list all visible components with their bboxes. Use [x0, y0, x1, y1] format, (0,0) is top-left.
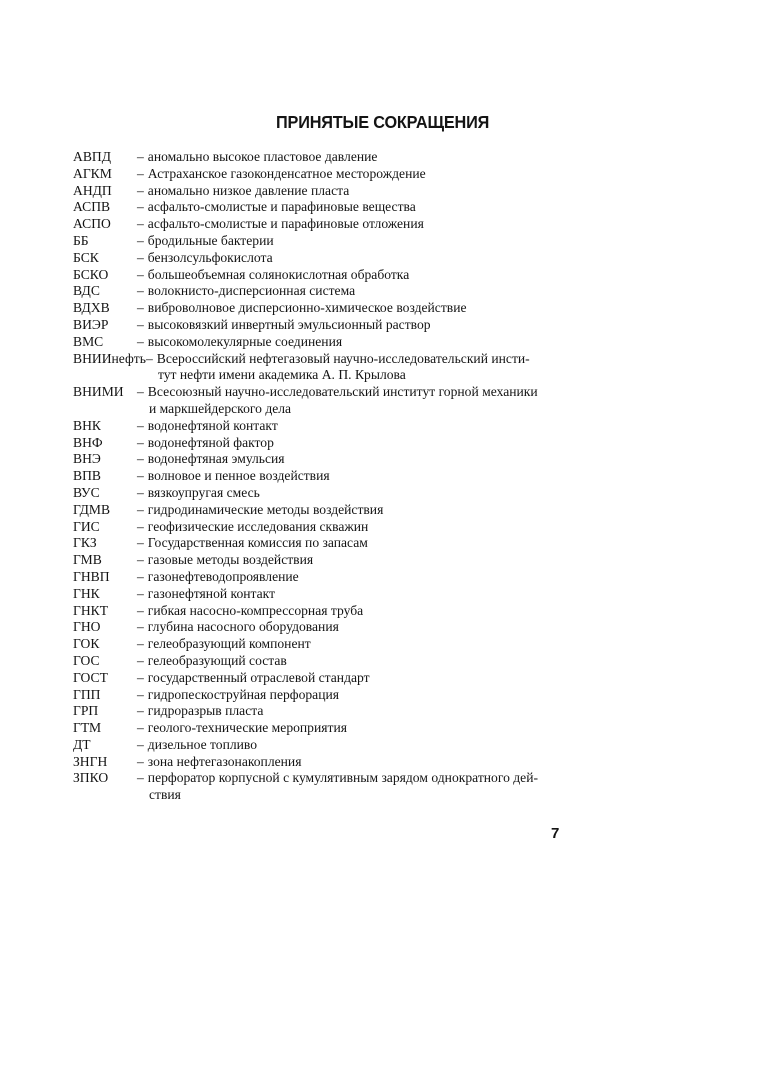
abbreviation-entry — [73, 670, 559, 687]
definition-dash: – — [137, 199, 144, 215]
abbreviation-entry — [73, 250, 559, 267]
definition-dash: – — [137, 720, 144, 736]
definition-dash: – — [137, 552, 144, 568]
definition-dash: – — [137, 736, 144, 752]
definition-dash: – — [137, 602, 144, 618]
definition-text: гелеобразующий компонент — [147, 636, 311, 652]
definition-text: газонефтеводопроявление — [147, 568, 299, 584]
definition-text: волновое и пенное воздействия — [147, 468, 330, 484]
abbreviation-entry — [73, 754, 559, 771]
abbreviation-entry — [73, 569, 559, 586]
definition-dash: – — [137, 669, 144, 685]
abbreviation-list — [73, 149, 559, 804]
definition-dash: – — [137, 165, 144, 181]
definition-text: перфоратор корпусной с кумулятивным зарядом однократного дей- — [147, 770, 539, 786]
abbreviation-definition — [137, 233, 559, 250]
definition-text: виброволновое дисперсионно-химическое воздействие — [147, 300, 467, 316]
definition-text: Государственная комиссия по запасам — [147, 535, 368, 551]
definition-dash: – — [137, 249, 144, 265]
definition-text: гибкая насосно-компрессорная труба — [147, 602, 364, 618]
abbreviation-entry — [73, 770, 559, 804]
definition-text: гелеобразующий состав — [147, 652, 287, 668]
abbreviation-definition — [137, 653, 559, 670]
abbreviation-term: ГНКТ — [73, 602, 109, 618]
definition-text: водонефтяной фактор — [147, 434, 274, 450]
definition-dash: – — [137, 232, 144, 248]
definition-dash: – — [137, 434, 144, 450]
abbreviation-term: ВНЭ — [73, 451, 101, 467]
abbreviation-definition — [137, 199, 559, 216]
abbreviation-definition — [137, 435, 559, 452]
definition-text: гидропескоструйная перфорация — [147, 686, 340, 702]
abbreviation-term: ВНК — [73, 417, 101, 433]
abbreviation-entry — [73, 485, 559, 502]
abbreviation-term: ГПП — [73, 686, 101, 702]
abbreviation-definition — [137, 451, 559, 468]
abbreviation-entry — [73, 267, 559, 284]
definition-text: вязкоупругая смесь — [147, 484, 260, 500]
abbreviation-entry — [73, 586, 559, 603]
abbreviation-definition — [137, 502, 559, 519]
abbreviation-term: ГТМ — [73, 720, 102, 736]
abbreviation-term: ВДХВ — [73, 300, 110, 316]
abbreviation-entry — [73, 720, 559, 737]
definition-dash: – — [137, 333, 144, 349]
definition-text: гидродинамические методы воздействия — [147, 501, 384, 517]
abbreviation-definition — [137, 485, 559, 502]
definition-dash: – — [137, 484, 144, 500]
definition-text: бензолсульфокислота — [147, 249, 273, 265]
abbreviation-entry — [73, 216, 559, 233]
abbreviation-entry — [73, 334, 559, 351]
abbreviation-definition — [137, 586, 559, 603]
page-title: ПРИНЯТЫЕ СОКРАЩЕНИЯ — [276, 112, 490, 132]
abbreviation-term: ГОС — [73, 652, 100, 668]
abbreviation-definition — [137, 468, 559, 485]
abbreviation-term: ДТ — [73, 736, 91, 752]
abbreviation-definition — [137, 737, 559, 754]
definition-text: дизельное топливо — [147, 736, 258, 752]
abbreviation-entry — [73, 418, 559, 435]
abbreviation-entry — [73, 552, 559, 569]
abbreviation-term: ГНК — [73, 585, 100, 601]
definition-text: высоковязкий инвертный эмульсионный раствор — [147, 316, 431, 332]
abbreviation-definition — [146, 351, 559, 385]
definition-dash: – — [137, 501, 144, 517]
definition-text: гидроразрыв пласта — [147, 703, 264, 719]
abbreviation-entry — [73, 519, 559, 536]
abbreviation-definition — [137, 519, 559, 536]
abbreviation-term: ВНФ — [73, 434, 103, 450]
abbreviation-definition — [137, 552, 559, 569]
abbreviation-definition — [137, 149, 559, 166]
abbreviation-entry — [73, 149, 559, 166]
abbreviation-term: ГОК — [73, 636, 100, 652]
abbreviation-term: ВИЭР — [73, 316, 109, 332]
definition-text: Всесоюзный научно-исследовательский институт горной механики — [147, 384, 538, 400]
abbreviation-term: АВПД — [73, 149, 111, 164]
definition-dash: – — [137, 770, 144, 786]
abbreviation-term: АСПВ — [73, 199, 111, 215]
definition-dash: – — [137, 585, 144, 601]
abbreviation-entry — [73, 687, 559, 704]
definition-text: асфальто-смолистые и парафиновые отложения — [147, 216, 424, 232]
abbreviation-definition — [137, 166, 559, 183]
definition-dash: – — [137, 149, 144, 164]
abbreviation-entry — [73, 351, 559, 385]
definition-text: зона нефтегазонакопления — [147, 753, 302, 769]
abbreviation-term: ГДМВ — [73, 501, 111, 517]
abbreviation-definition — [137, 754, 559, 771]
definition-text: Астраханское газоконденсатное месторождение — [147, 165, 426, 181]
abbreviation-entry — [73, 468, 559, 485]
abbreviation-term: ГИС — [73, 518, 100, 534]
definition-dash: – — [137, 266, 144, 282]
abbreviation-entry — [73, 619, 559, 636]
definition-text: водонефтяной контакт — [147, 417, 278, 433]
definition-dash: – — [137, 636, 144, 652]
abbreviation-definition — [137, 216, 559, 233]
abbreviation-entry — [73, 300, 559, 317]
definition-dash: – — [137, 568, 144, 584]
definition-dash: – — [137, 384, 144, 400]
abbreviation-entry — [73, 653, 559, 670]
abbreviation-term: БСКО — [73, 266, 109, 282]
abbreviation-definition — [137, 619, 559, 636]
abbreviation-term: ВПВ — [73, 468, 101, 484]
definition-text: волокнисто-дисперсионная система — [147, 283, 356, 299]
definition-text: аномально низкое давление пласта — [147, 182, 350, 198]
abbreviation-term: ВДС — [73, 283, 100, 299]
definition-dash: – — [137, 686, 144, 702]
definition-text: аномально высокое пластовое давление — [147, 149, 378, 164]
definition-dash: – — [137, 535, 144, 551]
abbreviation-definition — [137, 703, 559, 720]
definition-dash: – — [137, 652, 144, 668]
abbreviation-term: АНДП — [73, 182, 112, 198]
abbreviation-term: ГОСТ — [73, 669, 108, 685]
abbreviation-entry — [73, 603, 559, 620]
definition-continuation: тут нефти имени академика А. П. Крылова — [157, 367, 406, 383]
abbreviation-definition — [137, 535, 559, 552]
definition-dash: – — [137, 451, 144, 467]
abbreviation-term: ВМС — [73, 333, 104, 349]
abbreviation-definition — [137, 670, 559, 687]
abbreviation-definition — [137, 687, 559, 704]
abbreviation-entry — [73, 737, 559, 754]
definition-text: высокомолекулярные соединения — [147, 333, 343, 349]
definition-continuation: ствия — [149, 787, 181, 803]
abbreviation-term: ЗПКО — [73, 770, 109, 786]
abbreviation-definition — [137, 636, 559, 653]
definition-dash: – — [137, 182, 144, 198]
abbreviation-term: АСПО — [73, 216, 111, 232]
definition-text: бродильные бактерии — [147, 232, 274, 248]
abbreviation-definition — [137, 267, 559, 284]
definition-dash: – — [137, 703, 144, 719]
abbreviation-term: ВНИИнефть — [73, 350, 146, 366]
abbreviation-term: ГРП — [73, 703, 99, 719]
abbreviation-entry — [73, 384, 559, 418]
definition-dash: – — [137, 619, 144, 635]
abbreviation-entry — [73, 283, 559, 300]
abbreviation-definition — [137, 283, 559, 300]
definition-text: асфальто-смолистые и парафиновые вещества — [147, 199, 416, 215]
definition-text: геофизические исследования скважин — [147, 518, 369, 534]
definition-dash: – — [137, 753, 144, 769]
abbreviation-entry — [73, 199, 559, 216]
definition-dash: – — [137, 468, 144, 484]
abbreviation-term: ГМВ — [73, 552, 102, 568]
definition-dash: – — [137, 283, 144, 299]
definition-text: геолого-технические мероприятия — [147, 720, 347, 736]
definition-continuation: и маркшейдерского дела — [149, 400, 292, 416]
abbreviation-definition — [137, 418, 559, 435]
abbreviation-term: ВНИМИ — [73, 384, 124, 400]
abbreviation-entry — [73, 183, 559, 200]
abbreviation-term: ВУС — [73, 484, 100, 500]
abbreviation-term: ГНВП — [73, 568, 110, 584]
definition-text: государственный отраслевой стандарт — [147, 669, 370, 685]
abbreviation-term: ББ — [73, 232, 89, 248]
definition-text: газонефтяной контакт — [147, 585, 276, 601]
definition-dash: – — [137, 417, 144, 433]
abbreviation-definition — [137, 770, 559, 804]
definition-dash: – — [137, 518, 144, 534]
abbreviation-definition — [137, 300, 559, 317]
abbreviation-definition — [137, 603, 559, 620]
abbreviation-entry — [73, 636, 559, 653]
abbreviation-term: ЗНГН — [73, 753, 108, 769]
abbreviation-entry — [73, 535, 559, 552]
page-number: 7 — [551, 825, 560, 842]
abbreviation-entry — [73, 317, 559, 334]
abbreviation-entry — [73, 233, 559, 250]
abbreviation-entry — [73, 703, 559, 720]
abbreviation-definition — [137, 317, 559, 334]
definition-dash: – — [145, 350, 153, 366]
abbreviation-term: ГНО — [73, 619, 101, 635]
abbreviation-term: БСК — [73, 249, 99, 265]
abbreviation-definition — [137, 384, 559, 418]
definition-text: водонефтяная эмульсия — [147, 451, 285, 467]
abbreviation-term: ГКЗ — [73, 535, 97, 551]
definition-dash: – — [137, 316, 144, 332]
abbreviation-term: АГКМ — [73, 165, 112, 181]
definition-text: большеобъемная солянокислотная обработка — [147, 266, 410, 282]
abbreviation-definition — [137, 569, 559, 586]
abbreviation-entry — [73, 166, 559, 183]
definition-dash: – — [137, 216, 144, 232]
abbreviation-definition — [137, 334, 559, 351]
abbreviation-entry — [73, 435, 559, 452]
abbreviation-definition — [137, 183, 559, 200]
abbreviation-entry — [73, 502, 559, 519]
definition-dash: – — [137, 300, 144, 316]
definition-text: Всероссийский нефтегазовый научно-исследовательский инсти- — [156, 350, 530, 366]
abbreviation-definition — [137, 250, 559, 267]
abbreviation-definition — [137, 720, 559, 737]
abbreviation-entry — [73, 451, 559, 468]
definition-text: глубина насосного оборудования — [147, 619, 339, 635]
definition-text: газовые методы воздействия — [147, 552, 314, 568]
